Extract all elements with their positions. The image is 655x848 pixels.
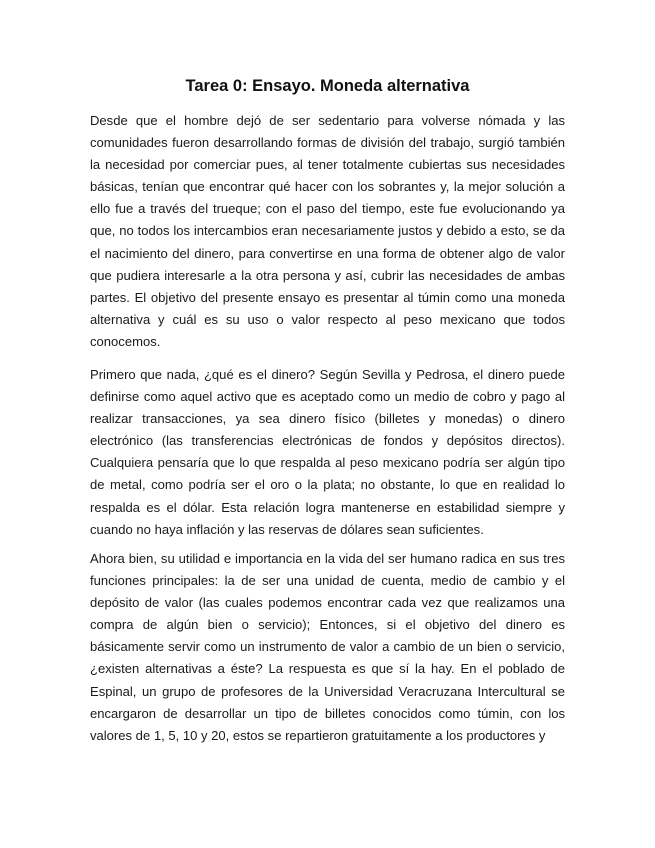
- paragraph-definition: Primero que nada, ¿qué es el dinero? Según Sevilla y Pedrosa, el dinero puede definirse como aquel activo que es aceptado como un medio de cobro y pago al realizar transacciones, ya sea dinero físico (billetes y monedas) o dinero electrónico (las transferencias electrónicas de fondos y depósitos directos). Cualquiera pensaría que lo que respalda al peso mexicano podría ser algún tipo de metal, como podría ser el oro o la plata; no obstante, lo que en realidad lo respalda es el dólar. Esta relación logra mantenerse en estabilidad siempre y cuando no haya inflación y las reservas de dólares sean suficientes.: [90, 367, 565, 537]
- paragraph-introduction: Desde que el hombre dejó de ser sedentario para volverse nómada y las comunidades fueron desarrollando formas de división del trabajo, surgió también la necesidad por comerciar pues, al tener totalmente cubiertas sus necesidades básicas, tenían que encontrar qué hacer con los sobrantes y, la mejor solución a ello fue a través del trueque; con el paso del tiempo, este fue evolucionando ya que, no todos los intercambios eran necesariamente justos y debido a esto, se da el nacimiento del dinero, para convertirse en una forma de obtener algo de valor que pudiera interesarle a la otra persona y así, cubrir las necesidades de ambas partes. El objetivo del presente ensayo es presentar al túmin como una moneda alternativa y cuál es su uso o valor respecto al peso mexicano que todos conocemos.: [90, 113, 565, 349]
- paragraph-functions: Ahora bien, su utilidad e importancia en la vida del ser humano radica en sus tres funciones principales: la de ser una unidad de cuenta, medio de cambio y el depósito de valor (las cuales podemos encontrar cada vez que realizamos una compra de algún bien o servicio); Entonces, si el objetivo del dinero es básicamente servir como un instrumento de valor a cambio de un bien o servicio, ¿existen alternativas a éste? La respuesta es que sí la hay. En el poblado de Espinal, un grupo de profesores de la Universidad Veracruzana Intercultural se encargaron de desarrollar un tipo de billetes conocidos como túmin, con los valores de 1, 5, 10 y 20, estos se repartieron gratuitamente a los productores y: [90, 551, 565, 743]
- document-title: Tarea 0: Ensayo. Moneda alternativa: [185, 77, 470, 95]
